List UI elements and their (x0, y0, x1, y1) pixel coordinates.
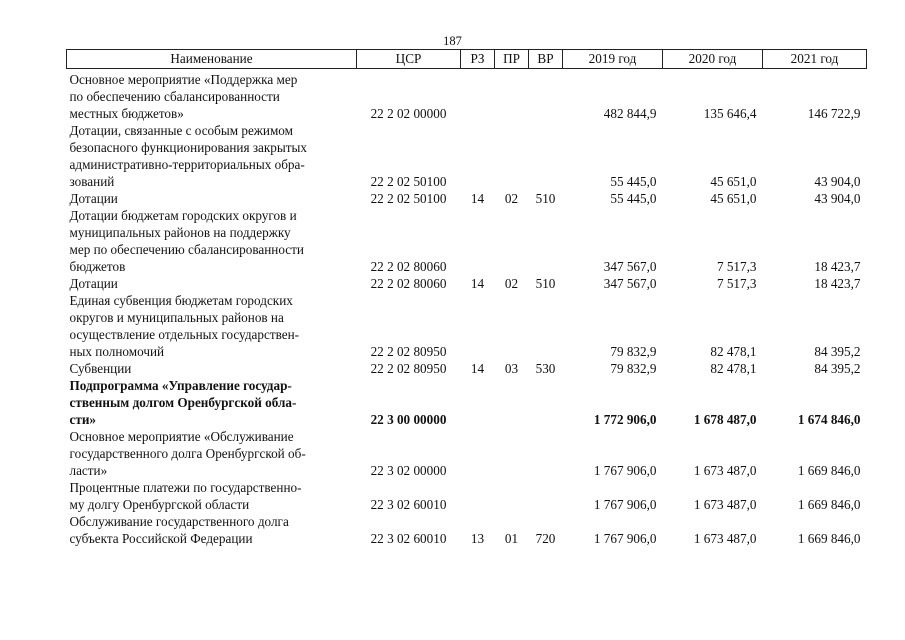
cell-2021: 1 669 846,0 (797, 531, 861, 546)
cell-csr: 22 3 00 00000 (370, 412, 447, 427)
row-name-line: Обслуживание государственного долга (69, 514, 289, 529)
cell-vr: 510 (535, 191, 556, 206)
row-name-line: Дотации, связанные с особым режимом (69, 123, 293, 138)
cell-2019: 482 844,9 (603, 106, 657, 121)
row-name (67, 69, 357, 123)
table-row (67, 479, 867, 513)
header-2021: 2021 год (763, 50, 867, 69)
row-name-line: Дотации (69, 191, 118, 206)
row-name (67, 513, 357, 547)
cell-pr (495, 377, 529, 428)
cell-2020: 7 517,3 (716, 259, 757, 274)
cell-rz: 14 (470, 276, 485, 291)
cell-2020: 135 646,4 (703, 106, 757, 121)
cell-2021: 146 722,9 (807, 106, 861, 121)
row-name (67, 275, 357, 292)
row-name-line: безопасного функционирования закрытых (69, 140, 307, 155)
table-row (67, 190, 867, 207)
cell-vr (529, 292, 563, 360)
cell-2021: 18 423,7 (814, 259, 861, 274)
row-name-line: государственного долга Оренбургской об- (69, 446, 306, 461)
cell-csr: 22 3 02 60010 (370, 531, 447, 546)
header-2020: 2020 год (663, 50, 763, 69)
cell-csr: 22 2 02 80950 (370, 344, 447, 359)
table-body (67, 69, 867, 548)
cell-vr (529, 122, 563, 190)
row-name (67, 122, 357, 190)
row-name-line: ственным долгом Оренбургской обла- (69, 395, 297, 410)
cell-2019: 55 445,0 (610, 191, 657, 206)
cell-2021: 1 669 846,0 (797, 463, 861, 478)
row-name (67, 479, 357, 513)
cell-2020: 1 673 487,0 (693, 497, 757, 512)
row-name (67, 207, 357, 275)
table-header-row (67, 50, 867, 69)
cell-pr (495, 122, 529, 190)
cell-csr: 22 2 02 00000 (370, 106, 447, 121)
cell-2020: 1 678 487,0 (693, 412, 757, 427)
cell-2021: 18 423,7 (814, 276, 861, 291)
cell-csr: 22 2 02 50100 (370, 191, 447, 206)
row-name-line: округов и муниципальных районов на (69, 310, 284, 325)
row-name-line: Единая субвенция бюджетам городских (69, 293, 293, 308)
cell-vr (529, 428, 563, 479)
cell-vr (529, 207, 563, 275)
cell-csr: 22 2 02 80060 (370, 259, 447, 274)
cell-rz (461, 69, 495, 123)
row-name-line: ласти» (69, 463, 108, 478)
row-name-line: Процентные платежи по государственно- (69, 480, 302, 495)
table-row (67, 360, 867, 377)
cell-pr (495, 292, 529, 360)
row-name-line: Дотации (69, 276, 118, 291)
header-2019: 2019 год (563, 50, 663, 69)
row-name-line: субъекта Российской Федерации (69, 531, 253, 546)
cell-vr: 720 (535, 531, 556, 546)
row-name-line: Дотации бюджетам городских округов и (69, 208, 297, 223)
cell-pr: 02 (504, 276, 519, 291)
cell-2019: 1 767 906,0 (593, 531, 657, 546)
cell-rz (461, 207, 495, 275)
row-name-line: Основное мероприятие «Поддержка мер (69, 72, 298, 87)
cell-pr: 03 (504, 361, 519, 376)
cell-2020: 45 651,0 (710, 191, 757, 206)
cell-rz: 14 (470, 191, 485, 206)
header-rz: РЗ (461, 50, 495, 69)
cell-2021: 1 669 846,0 (797, 497, 861, 512)
cell-csr: 22 3 02 00000 (370, 463, 447, 478)
cell-csr: 22 2 02 80060 (370, 276, 447, 291)
row-name (67, 292, 357, 360)
cell-rz: 14 (470, 361, 485, 376)
cell-rz (461, 377, 495, 428)
cell-2021: 43 904,0 (814, 191, 861, 206)
cell-pr (495, 69, 529, 123)
cell-pr (495, 428, 529, 479)
row-name-line: по обеспечению сбалансированности (69, 89, 280, 104)
cell-rz: 13 (470, 531, 485, 546)
cell-pr (495, 207, 529, 275)
table-row (67, 292, 867, 360)
table-row (67, 377, 867, 428)
cell-pr (495, 479, 529, 513)
cell-2019: 1 767 906,0 (593, 497, 657, 512)
cell-2020: 82 478,1 (710, 361, 757, 376)
cell-2019: 79 832,9 (610, 361, 657, 376)
cell-2020: 7 517,3 (716, 276, 757, 291)
cell-vr (529, 377, 563, 428)
table-row (67, 207, 867, 275)
cell-rz (461, 479, 495, 513)
cell-csr: 22 2 02 50100 (370, 174, 447, 189)
cell-2021: 84 395,2 (814, 361, 861, 376)
header-vr: ВР (529, 50, 563, 69)
row-name-line: сти» (69, 412, 97, 427)
cell-2020: 1 673 487,0 (693, 531, 757, 546)
row-name-line: Субвенции (69, 361, 132, 376)
cell-rz (461, 292, 495, 360)
cell-2021: 1 674 846,0 (797, 412, 861, 427)
cell-pr: 01 (504, 531, 519, 546)
row-name (67, 360, 357, 377)
table-row (67, 513, 867, 547)
cell-pr: 02 (504, 191, 519, 206)
table-row (67, 122, 867, 190)
cell-2019: 55 445,0 (610, 174, 657, 189)
cell-2020: 1 673 487,0 (693, 463, 757, 478)
header-name: Наименование (67, 50, 357, 69)
cell-csr: 22 2 02 80950 (370, 361, 447, 376)
row-name-line: местных бюджетов» (69, 106, 184, 121)
cell-2020: 45 651,0 (710, 174, 757, 189)
row-name-line: зований (69, 174, 115, 189)
cell-csr: 22 3 02 60010 (370, 497, 447, 512)
row-name-line: ных полномочий (69, 344, 165, 359)
cell-rz (461, 122, 495, 190)
page-number: 187 (443, 34, 462, 48)
cell-vr (529, 479, 563, 513)
cell-2019: 1 772 906,0 (593, 412, 657, 427)
header-pr: ПР (495, 50, 529, 69)
row-name-line: мер по обеспечению сбалансированности (69, 242, 304, 257)
table-row (67, 428, 867, 479)
header-csr: ЦСР (357, 50, 461, 69)
budget-table (66, 49, 867, 547)
cell-2021: 43 904,0 (814, 174, 861, 189)
cell-2021: 84 395,2 (814, 344, 861, 359)
cell-2020: 82 478,1 (710, 344, 757, 359)
cell-vr: 510 (535, 276, 556, 291)
row-name (67, 377, 357, 428)
cell-2019: 347 567,0 (603, 276, 657, 291)
row-name (67, 190, 357, 207)
table-row (67, 275, 867, 292)
row-name-line: осуществление отдельных государствен- (69, 327, 300, 342)
row-name-line: административно-территориальных обра- (69, 157, 305, 172)
cell-2019: 347 567,0 (603, 259, 657, 274)
row-name (67, 428, 357, 479)
row-name-line: муниципальных районов на поддержку (69, 225, 291, 240)
cell-2019: 79 832,9 (610, 344, 657, 359)
row-name-line: Основное мероприятие «Обслуживание (69, 429, 294, 444)
row-name-line: му долгу Оренбургской области (69, 497, 250, 512)
cell-rz (461, 428, 495, 479)
cell-2019: 1 767 906,0 (593, 463, 657, 478)
table-row (67, 69, 867, 123)
row-name-line: Подпрограмма «Управление государ- (69, 378, 292, 393)
cell-vr (529, 69, 563, 123)
cell-vr: 530 (535, 361, 556, 376)
row-name-line: бюджетов (69, 259, 126, 274)
